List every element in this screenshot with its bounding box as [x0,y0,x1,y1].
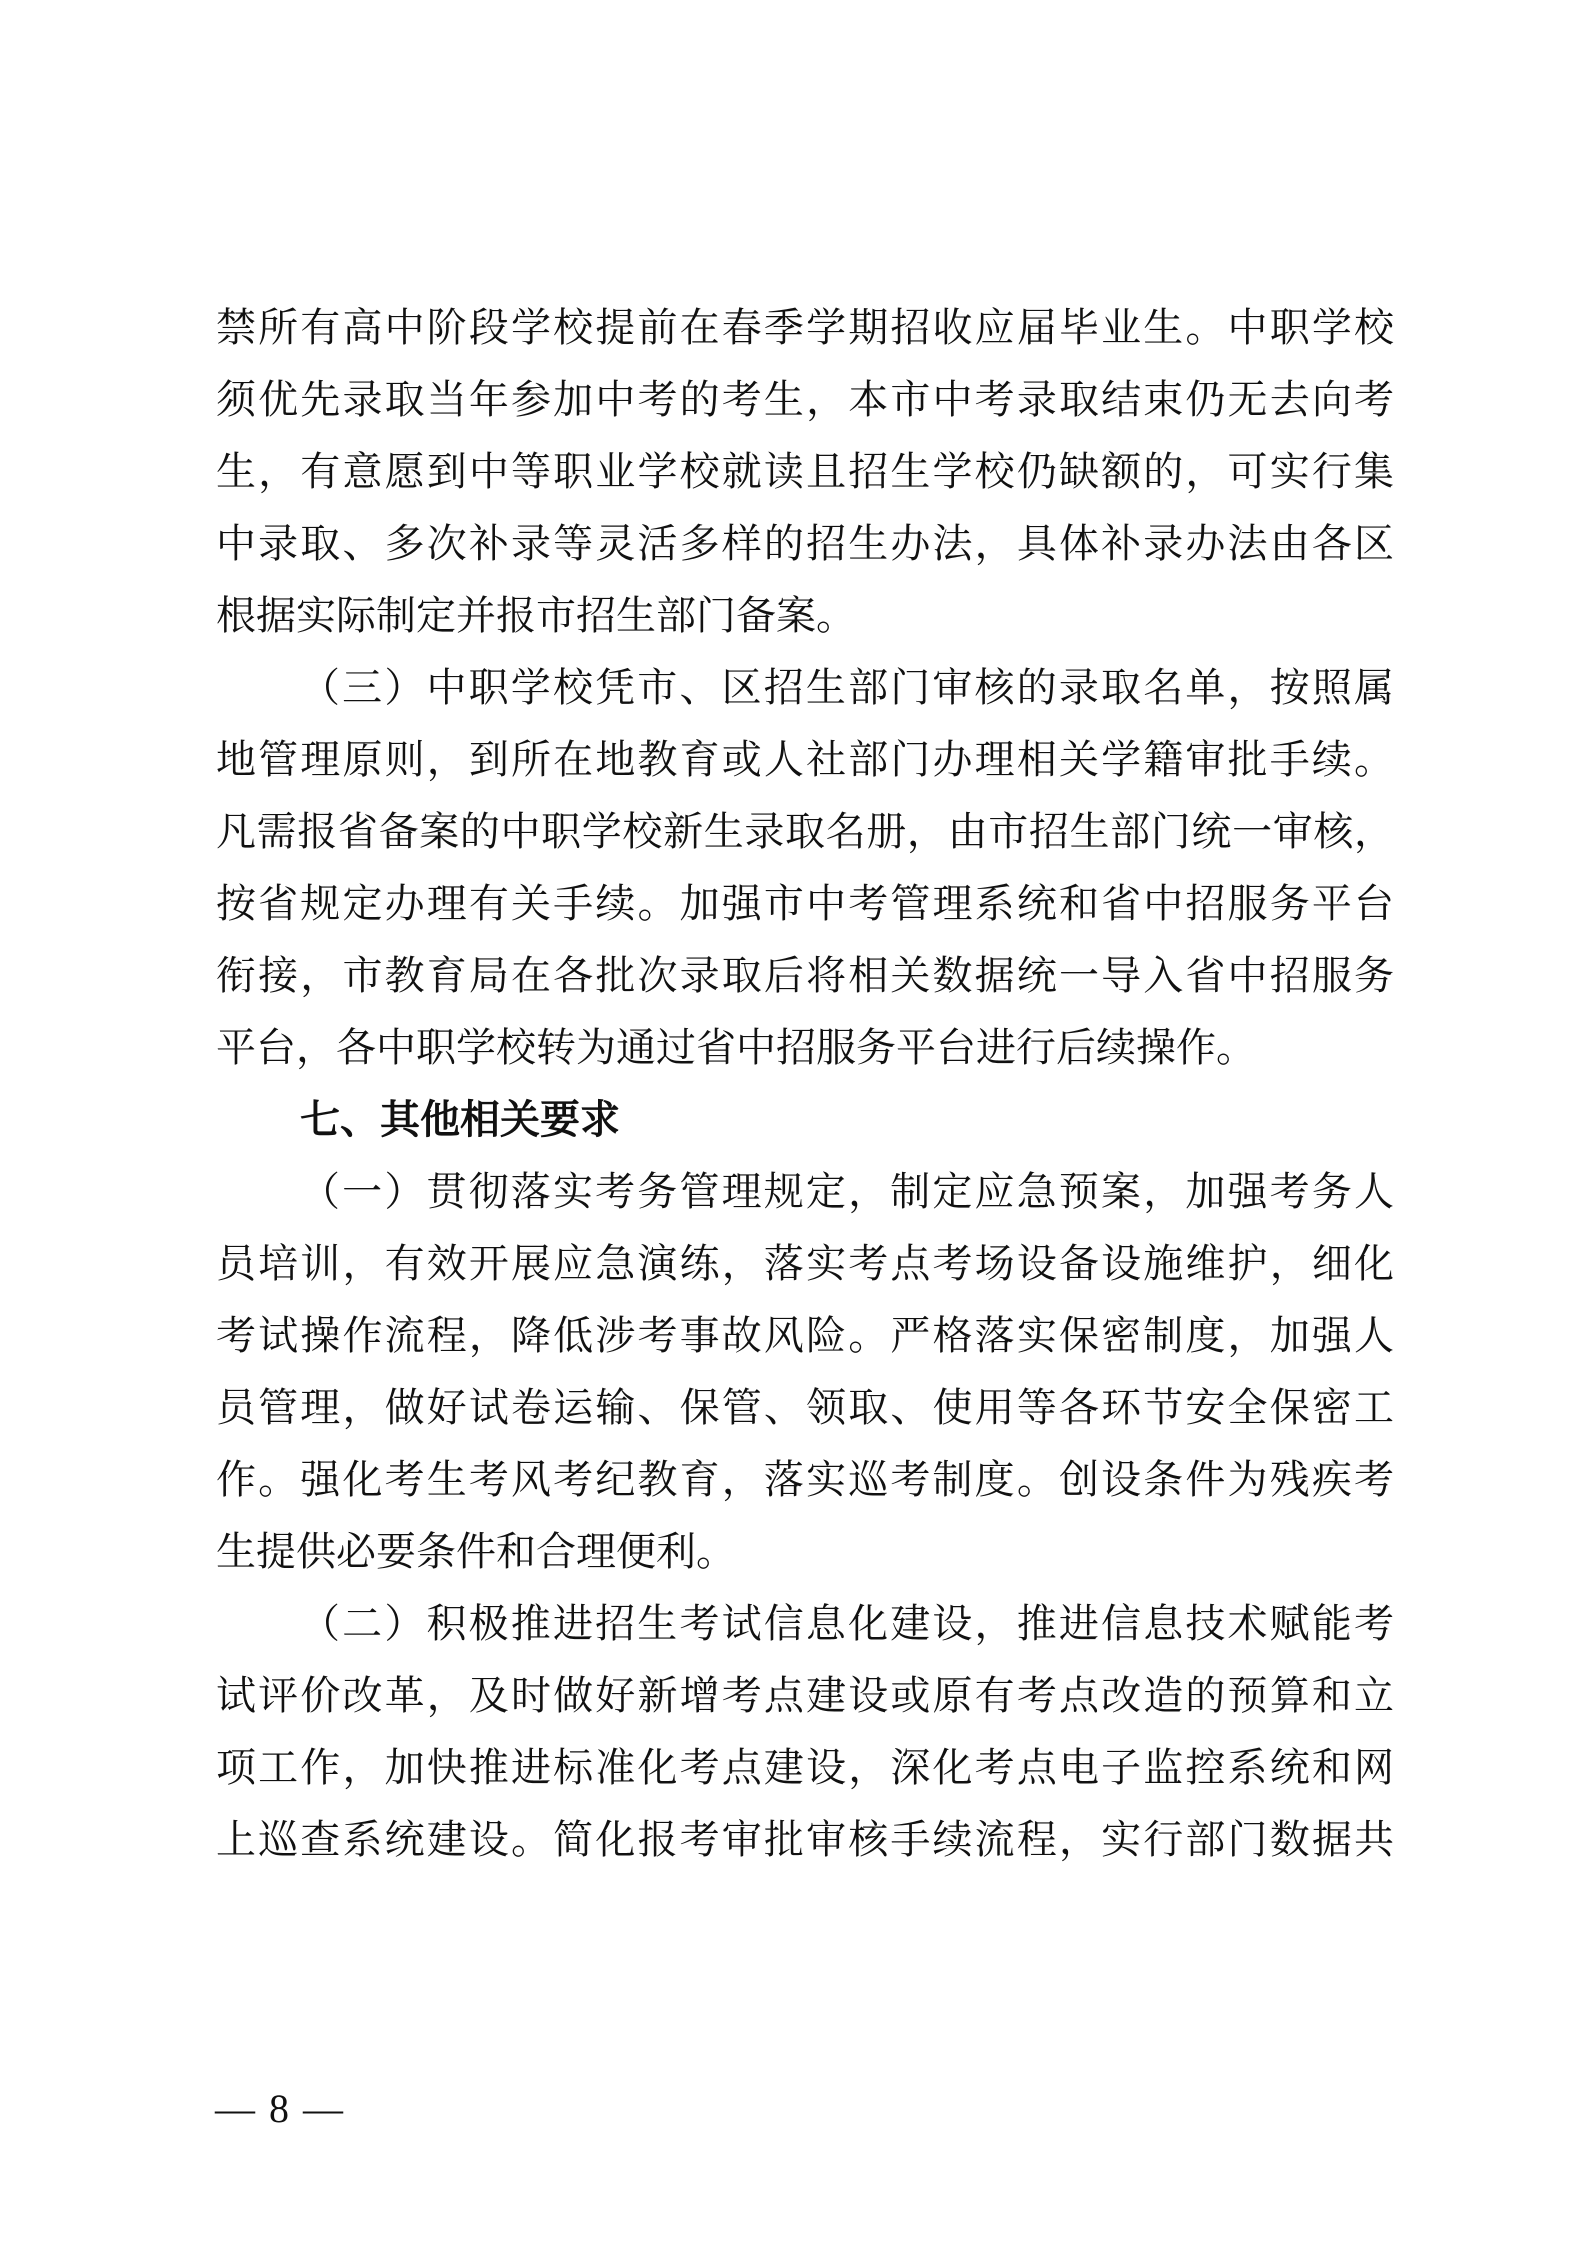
text-line: （一）贯彻落实考务管理规定，制定应急预案，加强考务人 [300,1169,1394,1215]
text-line: 衔接，市教育局在各批次录取后将相关数据统一导入省中招服务 [216,953,1394,999]
text-line: 凡需报省备案的中职学校新生录取名册，由市招生部门统一审核， [216,809,1394,855]
text-line: 按省规定办理有关手续。加强市中考管理系统和省中招服务平台 [216,881,1394,927]
text-line: 生，有意愿到中等职业学校就读且招生学校仍缺额的，可实行集 [216,449,1394,495]
text-line: 员管理，做好试卷运输、保管、领取、使用等各环节安全保密工 [216,1385,1394,1431]
section-heading [216,1084,1394,1156]
document-body [216,292,1394,1876]
text-line: （三）中职学校凭市、区招生部门审核的录取名单，按照属 [300,665,1394,711]
paragraph-item-one [216,1156,1394,1588]
text-line: 上巡查系统建设。简化报考审批审核手续流程，实行部门数据共 [216,1817,1394,1863]
section-heading-text: 七、其他相关要求 [300,1096,620,1143]
text-line: 员培训，有效开展应急演练，落实考点考场设备设施维护，细化 [216,1241,1394,1287]
text-line: 生提供必要条件和合理便利。 [216,1529,736,1575]
text-line: （二）积极推进招生考试信息化建设，推进信息技术赋能考 [300,1601,1394,1647]
paragraph-item-three [216,652,1394,1084]
text-line: 地管理原则，到所在地教育或人社部门办理相关学籍审批手续。 [216,737,1394,783]
text-line: 项工作，加快推进标准化考点建设，深化考点电子监控系统和网 [216,1745,1394,1791]
paragraph-admission-continuation [216,292,1394,652]
text-line: 作。强化考生考风考纪教育，落实巡考制度。创设条件为残疾考 [216,1457,1394,1503]
text-line: 中录取、多次补录等灵活多样的招生办法，具体补录办法由各区 [216,521,1394,567]
paragraph-item-two [216,1588,1394,1876]
text-line: 试评价改革，及时做好新增考点建设或原有考点改造的预算和立 [216,1673,1394,1719]
text-line: 根据实际制定并报市招生部门备案。 [216,593,856,639]
page-number: — 8 — [215,2086,345,2131]
text-line: 平台，各中职学校转为通过省中招服务平台进行后续操作。 [216,1025,1256,1071]
text-line: 禁所有高中阶段学校提前在春季学期招收应届毕业生。中职学校 [216,305,1394,351]
text-line: 须优先录取当年参加中考的考生，本市中考录取结束仍无去向考 [216,377,1394,423]
text-line: 考试操作流程，降低涉考事故风险。严格落实保密制度，加强人 [216,1313,1394,1359]
